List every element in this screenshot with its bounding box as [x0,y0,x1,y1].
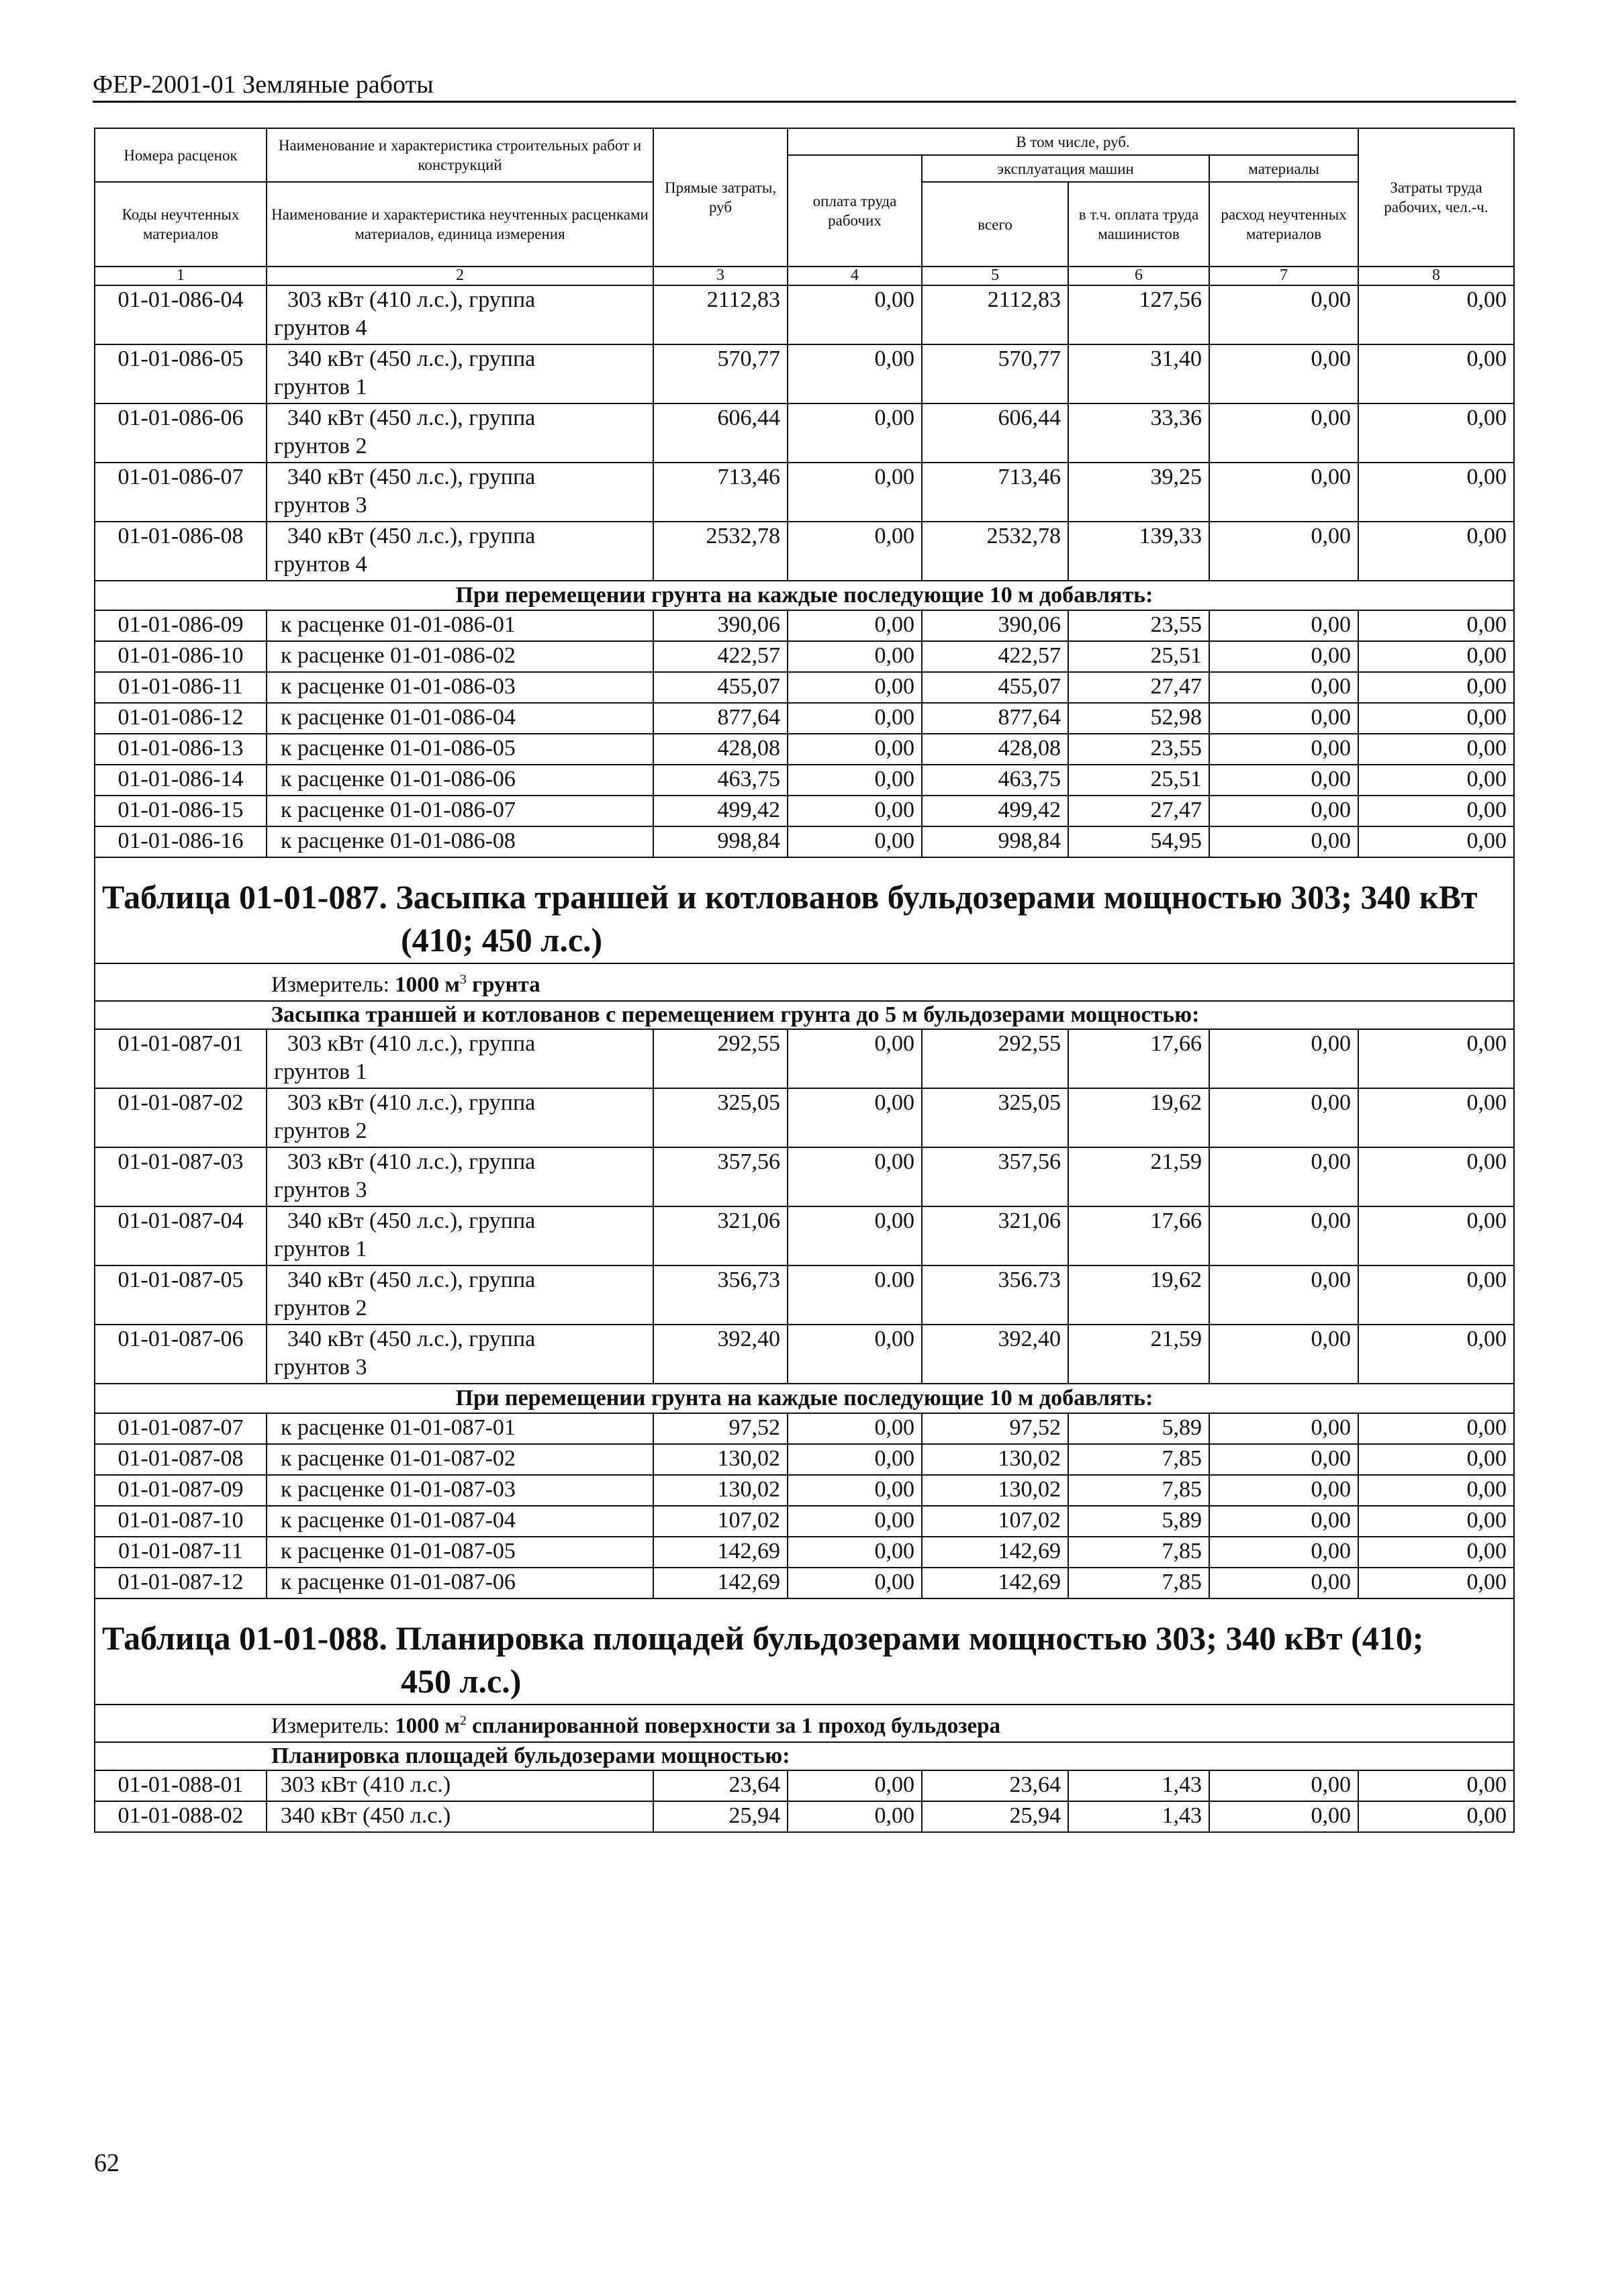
materials-cost: 0,00 [1209,765,1358,796]
machinist-cost: 17,66 [1068,1029,1209,1088]
rate-code: 01-01-087-08 [95,1444,267,1475]
materials-cost: 0,00 [1209,463,1358,522]
measure-unit: Измеритель: 1000 $м^2$ спланированной поверхности за 1 проход бульдозера [95,1705,1514,1742]
machinist-cost: 19,62 [1068,1265,1209,1325]
machine-cost: 292,55 [922,1029,1068,1088]
materials-cost: 0,00 [1209,1147,1358,1206]
hdr-code-bottom: Коды неучтенных материалов [95,182,267,267]
direct-cost: 356,73 [653,1265,788,1325]
rate-name: 303 кВт (410 л.с.), группа грунтов 1 [267,1029,653,1088]
rate-name: к расценке 01-01-086-05 [267,734,653,765]
labor-cost: 0,00 [788,344,922,403]
labor-cost: 0,00 [788,641,922,672]
direct-cost: 97,52 [653,1413,788,1444]
labor-cost: 0,00 [788,403,922,463]
machine-cost: 97,52 [922,1413,1068,1444]
table-row [95,1413,1514,1444]
col-number: 3 [653,267,788,285]
table-row [95,1770,1514,1801]
header-row [95,128,1514,155]
labor-cost: 0,00 [788,672,922,703]
materials-cost: 0,00 [1209,1029,1358,1088]
machinist-cost: 1,43 [1068,1801,1209,1832]
rate-name: 340 кВт (450 л.с.), группа грунтов 3 [267,1325,653,1384]
materials-cost: 0,00 [1209,1413,1358,1444]
labor-hours: 0,00 [1358,1413,1514,1444]
rate-code: 01-01-086-05 [95,344,267,403]
labor-hours: 0,00 [1358,1265,1514,1325]
hdr-labor: оплата труда рабочих [788,155,922,267]
labor-cost: 0,00 [788,1147,922,1206]
measure-unit: Измеритель: 1000 $м^3$ грунта [95,963,1514,1001]
rate-name: 340 кВт (450 л.с.) [267,1801,653,1832]
rate-code: 01-01-086-14 [95,765,267,796]
machine-cost: 142,69 [922,1537,1068,1568]
rate-name: к расценке 01-01-086-08 [267,826,653,857]
rate-name: 340 кВт (450 л.с.), группа грунтов 4 [267,522,653,581]
rate-name: к расценке 01-01-086-06 [267,765,653,796]
hdr-including: В том числе, руб. [788,128,1358,155]
labor-cost: 0,00 [788,610,922,641]
col-number: 2 [267,267,653,285]
machine-cost: 321,06 [922,1206,1068,1265]
labor-cost: 0,00 [788,765,922,796]
labor-hours: 0,00 [1358,1770,1514,1801]
materials-cost: 0,00 [1209,285,1358,344]
direct-cost: 422,57 [653,641,788,672]
rate-name: 340 кВт (450 л.с.), группа грунтов 2 [267,403,653,463]
subsection-row [95,1001,1514,1029]
rate-code: 01-01-086-11 [95,672,267,703]
materials-cost: 0,00 [1209,672,1358,703]
table-row [95,1029,1514,1088]
measure-row [95,1705,1514,1742]
direct-cost: 499,42 [653,796,788,826]
labor-hours: 0,00 [1358,1444,1514,1475]
hdr-materials-usage: расход неучтенных материалов [1209,182,1358,267]
machinist-cost: 1,43 [1068,1770,1209,1801]
table-row [95,522,1514,581]
direct-cost: 142,69 [653,1537,788,1568]
labor-hours: 0,00 [1358,285,1514,344]
labor-hours: 0,00 [1358,610,1514,641]
rate-name: к расценке 01-01-086-03 [267,672,653,703]
labor-hours: 0,00 [1358,1325,1514,1384]
direct-cost: 2532,78 [653,522,788,581]
machine-cost: 998,84 [922,826,1068,857]
rate-name: к расценке 01-01-087-01 [267,1413,653,1444]
labor-hours: 0,00 [1358,522,1514,581]
labor-cost: 0,00 [788,1444,922,1475]
materials-cost: 0,00 [1209,796,1358,826]
machinist-cost: 31,40 [1068,344,1209,403]
rate-code: 01-01-086-08 [95,522,267,581]
direct-cost: 998,84 [653,826,788,857]
machinist-cost: 25,51 [1068,765,1209,796]
materials-cost: 0,00 [1209,1265,1358,1325]
hdr-machines: эксплуатация машин [922,155,1209,182]
rate-name: к расценке 01-01-086-07 [267,796,653,826]
table-title: Таблица 01-01-087. Засыпка траншей и котлованов бульдозерами мощностью 303; 340 кВт (410; 450 л.с.) [95,857,1514,963]
rate-code: 01-01-086-16 [95,826,267,857]
materials-cost: 0,00 [1209,1568,1358,1598]
labor-cost: 0,00 [788,522,922,581]
machine-cost: 2532,78 [922,522,1068,581]
materials-cost: 0,00 [1209,610,1358,641]
machinist-cost: 19,62 [1068,1088,1209,1147]
direct-cost: 23,64 [653,1770,788,1801]
machine-cost: 107,02 [922,1506,1068,1537]
machinist-cost: 23,55 [1068,734,1209,765]
rate-code: 01-01-088-01 [95,1770,267,1801]
rate-code: 01-01-088-02 [95,1801,267,1832]
labor-cost: 0,00 [788,826,922,857]
direct-cost: 130,02 [653,1475,788,1506]
materials-cost: 0,00 [1209,1475,1358,1506]
rate-code: 01-01-087-10 [95,1506,267,1537]
table-row [95,703,1514,734]
table-row [95,1506,1514,1537]
direct-cost: 321,06 [653,1206,788,1265]
direct-cost: 357,56 [653,1147,788,1206]
col-number: 8 [1358,267,1514,285]
machine-cost: 25,94 [922,1801,1068,1832]
rate-code: 01-01-087-05 [95,1265,267,1325]
table-title: Таблица 01-01-088. Планировка площадей бульдозерами мощностью 303; 340 кВт (410; 450 л.с.) [95,1598,1514,1705]
labor-hours: 0,00 [1358,1147,1514,1206]
table-title-row [95,1598,1514,1705]
machinist-cost: 25,51 [1068,641,1209,672]
machine-cost: 422,57 [922,641,1068,672]
rate-name: к расценке 01-01-086-04 [267,703,653,734]
measure-row [95,963,1514,1001]
table-title-row [95,857,1514,963]
labor-hours: 0,00 [1358,703,1514,734]
rate-name: к расценке 01-01-087-03 [267,1475,653,1506]
rate-name: 303 кВт (410 л.с.), группа грунтов 4 [267,285,653,344]
labor-cost: 0,00 [788,1029,922,1088]
machinist-cost: 39,25 [1068,463,1209,522]
rate-code: 01-01-087-07 [95,1413,267,1444]
hdr-machinist-labor: в т.ч. оплата труда машинистов [1068,182,1209,267]
hdr-name-top: Наименование и характеристика строительных работ и конструкций [267,128,653,182]
machine-cost: 390,06 [922,610,1068,641]
machine-cost: 499,42 [922,796,1068,826]
labor-cost: 0,00 [788,1770,922,1801]
rate-code: 01-01-087-04 [95,1206,267,1265]
labor-cost: 0.00 [788,1265,922,1325]
table-row [95,1088,1514,1147]
machinist-cost: 33,36 [1068,403,1209,463]
direct-cost: 570,77 [653,344,788,403]
labor-cost: 0,00 [788,796,922,826]
hdr-name-bottom: Наименование и характеристика неучтенных расценками материалов, единица измерения [267,182,653,267]
direct-cost: 292,55 [653,1029,788,1088]
direct-cost: 107,02 [653,1506,788,1537]
rate-name: 340 кВт (450 л.с.), группа грунтов 1 [267,344,653,403]
table-row [95,403,1514,463]
machine-cost: 463,75 [922,765,1068,796]
labor-cost: 0,00 [788,734,922,765]
table-row [95,285,1514,344]
labor-cost: 0,00 [788,1088,922,1147]
labor-hours: 0,00 [1358,796,1514,826]
labor-hours: 0,00 [1358,672,1514,703]
section-row [95,581,1514,610]
labor-cost: 0,00 [788,1413,922,1444]
table-row [95,1537,1514,1568]
direct-cost: 2112,83 [653,285,788,344]
machine-cost: 455,07 [922,672,1068,703]
direct-cost: 130,02 [653,1444,788,1475]
direct-cost: 428,08 [653,734,788,765]
rate-code: 01-01-087-12 [95,1568,267,1598]
machine-cost: 606,44 [922,403,1068,463]
labor-hours: 0,00 [1358,641,1514,672]
table-row [95,734,1514,765]
machine-cost: 130,02 [922,1444,1068,1475]
table-row [95,796,1514,826]
machinist-cost: 5,89 [1068,1413,1209,1444]
labor-hours: 0,00 [1358,1475,1514,1506]
rate-name: 340 кВт (450 л.с.), группа грунтов 3 [267,463,653,522]
section-row [95,1384,1514,1413]
machine-cost: 877,64 [922,703,1068,734]
rate-code: 01-01-087-09 [95,1475,267,1506]
machinist-cost: 5,89 [1068,1506,1209,1537]
labor-hours: 0,00 [1358,1801,1514,1832]
labor-cost: 0,00 [788,1475,922,1506]
machine-cost: 357,56 [922,1147,1068,1206]
machinist-cost: 27,47 [1068,796,1209,826]
table-row [95,641,1514,672]
table-row [95,1206,1514,1265]
section-heading: При перемещении грунта на каждые последующие 10 м добавлять: [95,1384,1514,1413]
labor-cost: 0,00 [788,1206,922,1265]
col-number: 1 [95,267,267,285]
machine-cost: 2112,83 [922,285,1068,344]
materials-cost: 0,00 [1209,1325,1358,1384]
col-number: 6 [1068,267,1209,285]
rate-code: 01-01-087-06 [95,1325,267,1384]
column-numbers-row [95,267,1514,285]
col-number: 4 [788,267,922,285]
table-row [95,1444,1514,1475]
rate-code: 01-01-086-15 [95,796,267,826]
rate-name: 340 кВт (450 л.с.), группа грунтов 1 [267,1206,653,1265]
machine-cost: 713,46 [922,463,1068,522]
labor-cost: 0,00 [788,463,922,522]
materials-cost: 0,00 [1209,1537,1358,1568]
machinist-cost: 7,85 [1068,1537,1209,1568]
rate-code: 01-01-086-13 [95,734,267,765]
rate-code: 01-01-086-10 [95,641,267,672]
rate-name: 340 кВт (450 л.с.), группа грунтов 2 [267,1265,653,1325]
machine-cost: 130,02 [922,1475,1068,1506]
materials-cost: 0,00 [1209,826,1358,857]
machinist-cost: 139,33 [1068,522,1209,581]
labor-hours: 0,00 [1358,403,1514,463]
table-row [95,463,1514,522]
materials-cost: 0,00 [1209,1444,1358,1475]
table-row [95,826,1514,857]
rate-code: 01-01-087-11 [95,1537,267,1568]
hdr-hours: Затраты труда рабочих, чел.-ч. [1358,128,1514,267]
machinist-cost: 27,47 [1068,672,1209,703]
machinist-cost: 17,66 [1068,1206,1209,1265]
labor-cost: 0,00 [788,285,922,344]
labor-cost: 0,00 [788,1568,922,1598]
hdr-direct: Прямые затраты, руб [653,128,788,267]
table-row [95,1568,1514,1598]
machine-cost: 325,05 [922,1088,1068,1147]
table-row [95,1801,1514,1832]
materials-cost: 0,00 [1209,1506,1358,1537]
table-row [95,765,1514,796]
table-row [95,610,1514,641]
machinist-cost: 54,95 [1068,826,1209,857]
machine-cost: 356.73 [922,1265,1068,1325]
machinist-cost: 7,85 [1068,1475,1209,1506]
machinist-cost: 127,56 [1068,285,1209,344]
rate-name: к расценке 01-01-086-02 [267,641,653,672]
labor-hours: 0,00 [1358,344,1514,403]
table-row [95,1147,1514,1206]
rate-name: к расценке 01-01-087-05 [267,1537,653,1568]
labor-cost: 0,00 [788,1325,922,1384]
col-number: 5 [922,267,1068,285]
labor-hours: 0,00 [1358,463,1514,522]
rate-code: 01-01-087-03 [95,1147,267,1206]
labor-hours: 0,00 [1358,1537,1514,1568]
rate-name: к расценке 01-01-086-01 [267,610,653,641]
subsection-heading: Засыпка траншей и котлованов с перемещением грунта до 5 м бульдозерами мощностью: [95,1001,1514,1029]
direct-cost: 713,46 [653,463,788,522]
labor-hours: 0,00 [1358,826,1514,857]
machine-cost: 142,69 [922,1568,1068,1598]
rate-name: 303 кВт (410 л.с.) [267,1770,653,1801]
labor-cost: 0,00 [788,703,922,734]
machinist-cost: 7,85 [1068,1444,1209,1475]
rate-code: 01-01-086-04 [95,285,267,344]
rate-name: к расценке 01-01-087-06 [267,1568,653,1598]
machine-cost: 392,40 [922,1325,1068,1384]
materials-cost: 0,00 [1209,1206,1358,1265]
rate-code: 01-01-086-07 [95,463,267,522]
materials-cost: 0,00 [1209,344,1358,403]
section-heading: При перемещении грунта на каждые последующие 10 м добавлять: [95,581,1514,610]
rates-table [94,128,1515,1833]
direct-cost: 455,07 [653,672,788,703]
direct-cost: 463,75 [653,765,788,796]
materials-cost: 0,00 [1209,641,1358,672]
page-header: ФЕР-2001-01 Земляные работы [93,70,1516,103]
materials-cost: 0,00 [1209,1801,1358,1832]
hdr-materials: материалы [1209,155,1358,182]
direct-cost: 25,94 [653,1801,788,1832]
labor-hours: 0,00 [1358,1568,1514,1598]
rate-code: 01-01-086-12 [95,703,267,734]
page-number: 62 [94,2149,120,2177]
labor-cost: 0,00 [788,1801,922,1832]
labor-hours: 0,00 [1358,734,1514,765]
direct-cost: 392,40 [653,1325,788,1384]
direct-cost: 325,05 [653,1088,788,1147]
table-row [95,1475,1514,1506]
materials-cost: 0,00 [1209,403,1358,463]
hdr-code-top: Номера расценок [95,128,267,182]
machinist-cost: 21,59 [1068,1147,1209,1206]
machinist-cost: 23,55 [1068,610,1209,641]
subsection-row [95,1742,1514,1770]
table-row [95,1265,1514,1325]
machine-cost: 23,64 [922,1770,1068,1801]
subsection-heading: Планировка площадей бульдозерами мощностью: [95,1742,1514,1770]
materials-cost: 0,00 [1209,734,1358,765]
materials-cost: 0,00 [1209,1088,1358,1147]
labor-cost: 0,00 [788,1537,922,1568]
materials-cost: 0,00 [1209,703,1358,734]
machine-cost: 570,77 [922,344,1068,403]
materials-cost: 0,00 [1209,522,1358,581]
materials-cost: 0,00 [1209,1770,1358,1801]
labor-hours: 0,00 [1358,1088,1514,1147]
machinist-cost: 21,59 [1068,1325,1209,1384]
rate-name: 303 кВт (410 л.с.), группа грунтов 3 [267,1147,653,1206]
table-row [95,1325,1514,1384]
labor-hours: 0,00 [1358,1206,1514,1265]
table-row [95,344,1514,403]
labor-cost: 0,00 [788,1506,922,1537]
labor-hours: 0,00 [1358,1506,1514,1537]
rate-name: к расценке 01-01-087-02 [267,1444,653,1475]
col-number: 7 [1209,267,1358,285]
rate-name: к расценке 01-01-087-04 [267,1506,653,1537]
rate-code: 01-01-086-06 [95,403,267,463]
machinist-cost: 7,85 [1068,1568,1209,1598]
machine-cost: 428,08 [922,734,1068,765]
labor-hours: 0,00 [1358,765,1514,796]
rate-code: 01-01-086-09 [95,610,267,641]
direct-cost: 877,64 [653,703,788,734]
rate-code: 01-01-087-01 [95,1029,267,1088]
direct-cost: 390,06 [653,610,788,641]
table-row [95,672,1514,703]
direct-cost: 142,69 [653,1568,788,1598]
machinist-cost: 52,98 [1068,703,1209,734]
rate-code: 01-01-087-02 [95,1088,267,1147]
direct-cost: 606,44 [653,403,788,463]
rate-name: 303 кВт (410 л.с.), группа грунтов 2 [267,1088,653,1147]
hdr-machines-total: всего [922,182,1068,267]
labor-hours: 0,00 [1358,1029,1514,1088]
